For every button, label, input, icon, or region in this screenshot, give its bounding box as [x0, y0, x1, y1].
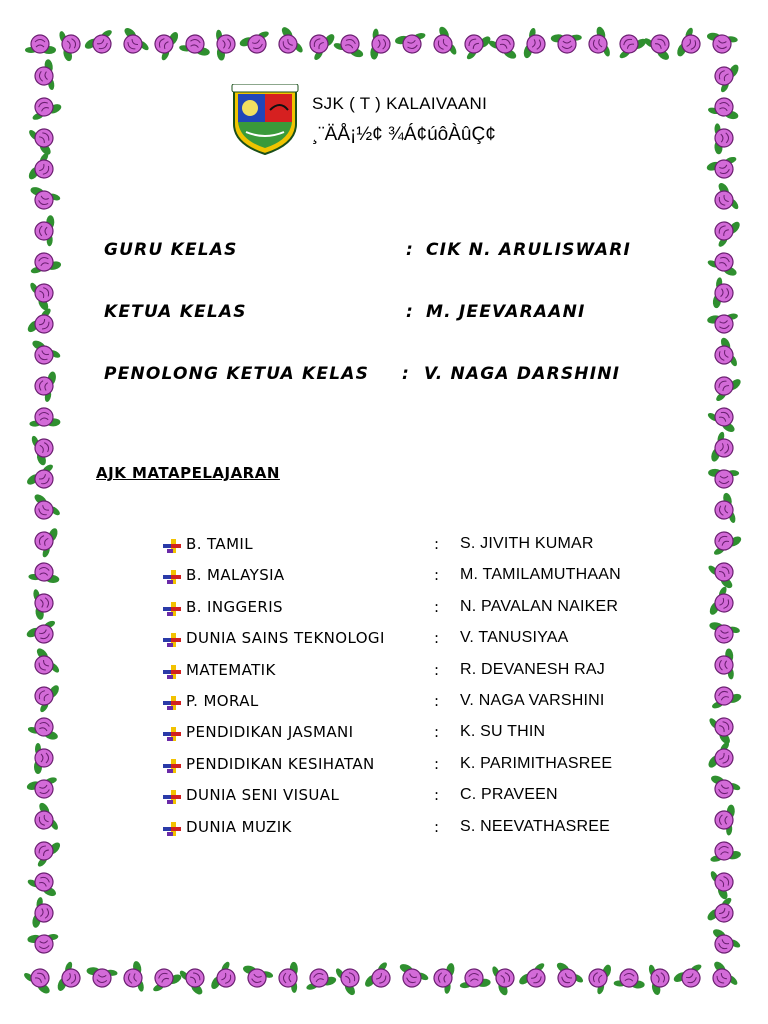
rose-flower-icon	[458, 967, 491, 990]
rose-flower-icon	[394, 31, 428, 56]
subject-label: DUNIA SENI VISUAL	[186, 786, 340, 805]
rose-flower-icon	[707, 95, 741, 120]
hand-pointer-icon	[162, 694, 182, 712]
subject-row	[162, 818, 682, 842]
school-tamil-name: ¸¨ÄÅ¡½¢ ¾Á¢úôÀûÇ¢	[312, 124, 496, 145]
rose-flower-icon	[30, 523, 59, 559]
rose-flower-icon	[25, 618, 61, 649]
rose-flower-icon	[370, 28, 391, 60]
rose-flower-icon	[27, 151, 60, 187]
rose-flower-icon	[705, 32, 738, 55]
rose-flower-icon	[428, 25, 459, 61]
rose-flower-icon	[705, 895, 741, 930]
rose-flower-icon	[712, 277, 735, 310]
student-name: S. NEEVATHASREE	[460, 817, 610, 835]
rose-flower-icon	[333, 961, 366, 997]
rose-flower-icon	[83, 28, 119, 61]
student-name: V. TANUSIYAA	[460, 629, 569, 647]
rose-flower-icon	[303, 26, 337, 62]
rose-flower-icon	[25, 35, 56, 54]
rose-flower-icon	[487, 29, 523, 61]
subject-row	[162, 535, 682, 559]
rose-flower-icon	[708, 585, 739, 621]
hand-pointer-icon	[162, 725, 182, 743]
rose-flower-icon	[25, 462, 61, 496]
subject-row	[162, 786, 682, 810]
rose-flower-icon	[26, 306, 61, 341]
rose-flower-icon	[707, 312, 741, 336]
subject-row	[162, 755, 682, 779]
rose-flower-icon	[706, 401, 742, 434]
subject-label: DUNIA MUZIK	[186, 817, 292, 836]
rose-flower-icon	[642, 27, 678, 61]
rose-flower-icon	[22, 962, 58, 996]
subject-colon: :	[434, 692, 440, 710]
subject-label: DUNIA SAINS TEKNOLOGI	[186, 629, 385, 648]
rose-flower-icon	[56, 960, 85, 996]
subject-label: MATEMATIK	[186, 660, 276, 679]
rose-flower-icon	[432, 961, 456, 995]
subject-label: PENDIDIKAN JASMANI	[186, 723, 354, 742]
rose-flower-icon	[27, 833, 62, 869]
rose-flower-icon	[115, 26, 151, 61]
subject-colon: :	[434, 597, 440, 616]
student-name: V. NAGA VARSHINI	[460, 692, 605, 709]
rose-flower-icon	[584, 26, 612, 61]
rose-flower-icon	[704, 960, 739, 995]
officer-colon: :	[406, 302, 414, 322]
rose-flower-icon	[585, 960, 613, 995]
rose-flower-icon	[28, 561, 61, 583]
rose-flower-icon	[177, 961, 212, 997]
rose-flower-icon	[332, 30, 368, 58]
rose-flower-icon	[28, 276, 60, 312]
rose-flower-icon	[214, 28, 236, 61]
rose-flower-icon	[706, 927, 742, 959]
rose-flower-icon	[33, 59, 56, 92]
rose-flower-icon	[28, 801, 61, 837]
rose-flower-icon	[714, 803, 736, 836]
officer-label: GURU KELAS	[104, 240, 238, 260]
rose-flower-icon	[28, 407, 60, 428]
rose-flower-icon	[714, 648, 736, 681]
rose-flower-icon	[612, 28, 648, 61]
hand-pointer-icon	[162, 631, 182, 649]
subject-label: B. MALAYSIA	[186, 566, 285, 585]
officer-value: CIK N. ARULISWARI	[426, 240, 632, 260]
rose-flower-icon	[549, 961, 585, 994]
rose-flower-icon	[26, 867, 62, 898]
rose-flower-icon	[34, 743, 53, 774]
rose-flower-icon	[57, 27, 84, 62]
rose-flower-icon	[147, 963, 183, 994]
rose-flower-icon	[279, 962, 299, 993]
rose-flower-icon	[271, 25, 305, 61]
rose-flower-icon	[490, 961, 520, 997]
rose-flower-icon	[27, 714, 62, 741]
rose-flower-icon	[32, 587, 56, 621]
rose-flower-icon	[708, 469, 739, 489]
subject-colon: :	[434, 754, 440, 773]
rose-flower-icon	[149, 26, 180, 62]
rose-flower-icon	[517, 961, 553, 995]
subject-colon: :	[434, 535, 440, 553]
rose-flower-icon	[647, 961, 672, 995]
officer-label: PENOLONG KETUA KELAS	[104, 364, 370, 384]
rose-flower-icon	[708, 839, 742, 864]
rose-flower-icon	[675, 26, 705, 62]
hand-pointer-icon	[162, 663, 182, 681]
rose-flower-icon	[27, 646, 62, 682]
officer-value: M. JEEVARAANI	[426, 302, 586, 322]
rose-flower-icon	[707, 181, 740, 217]
rose-flower-icon	[707, 710, 741, 746]
subject-label: P. MORAL	[186, 692, 259, 710]
rose-flower-icon	[706, 155, 741, 183]
rose-flower-icon	[27, 121, 61, 157]
rose-flower-icon	[707, 369, 743, 404]
officer-colon: :	[402, 364, 410, 384]
student-name: K. PARIMITHASREE	[460, 754, 613, 772]
hand-pointer-icon	[162, 568, 182, 586]
rose-flower-icon	[709, 336, 739, 372]
subject-colon: :	[434, 723, 440, 742]
rose-flower-icon	[209, 960, 241, 996]
rose-flower-icon	[31, 896, 55, 930]
subject-label: PENDIDIKAN KESIHATAN	[186, 754, 375, 773]
subject-label: B. INGGERIS	[186, 597, 283, 616]
subject-colon: :	[434, 629, 440, 648]
rose-flower-icon	[28, 678, 61, 714]
rose-flower-icon	[26, 775, 61, 802]
student-name: N. PAVALAN NAIKER	[460, 597, 619, 615]
student-name: R. DEVANESH RAJ	[460, 660, 605, 678]
rose-flower-icon	[457, 26, 492, 61]
rose-flower-icon	[239, 964, 274, 990]
subject-colon: :	[434, 660, 440, 679]
rose-flower-icon	[706, 555, 742, 590]
student-name: S. JIVITH KUMAR	[460, 535, 594, 552]
rose-flower-icon	[709, 58, 741, 94]
rose-flower-icon	[708, 213, 742, 249]
rose-flower-icon	[32, 368, 57, 402]
rose-flower-icon	[672, 962, 708, 994]
rose-flower-icon	[26, 339, 62, 370]
officer-colon: :	[406, 240, 414, 260]
subject-row	[162, 692, 682, 716]
officer-label: KETUA KELAS	[104, 302, 247, 322]
subject-row	[162, 598, 682, 622]
hand-pointer-icon	[162, 820, 182, 838]
rose-flower-icon	[26, 186, 61, 214]
rose-flower-icon	[708, 865, 739, 901]
rose-flower-icon	[710, 431, 737, 466]
school-name: SJK ( T ) KALAIVAANI	[312, 94, 488, 113]
subject-row	[162, 566, 682, 590]
subject-label: B. TAMIL	[186, 535, 254, 553]
subject-row	[162, 629, 682, 653]
rose-flower-icon	[707, 682, 743, 711]
student-name: C. PRAVEEN	[460, 786, 558, 804]
rose-flower-icon	[713, 123, 734, 155]
subject-row	[162, 661, 682, 685]
rose-flower-icon	[34, 215, 54, 247]
school-crest-icon	[228, 84, 302, 156]
rose-flower-icon	[85, 967, 118, 989]
ajk-matapelajaran-title: AJK MATAPELAJARAN	[96, 464, 280, 482]
rose-flower-icon	[706, 740, 740, 776]
rose-flower-icon	[121, 960, 146, 994]
rose-flower-icon	[27, 932, 60, 954]
rose-flower-icon	[238, 29, 274, 58]
hand-pointer-icon	[162, 600, 182, 618]
rose-flower-icon	[551, 33, 583, 53]
rose-flower-icon	[706, 248, 742, 278]
rose-flower-icon	[178, 33, 212, 57]
rose-flower-icon	[26, 492, 62, 526]
student-name: M. TAMILAMUTHAAN	[460, 566, 621, 584]
subject-colon: :	[434, 566, 440, 585]
officer-value: V. NAGA DARSHINI	[424, 364, 621, 384]
student-name: K. SU THIN	[460, 723, 546, 741]
rose-flower-icon	[302, 965, 337, 992]
hand-pointer-icon	[162, 757, 182, 775]
rose-flower-icon	[613, 968, 645, 989]
rose-flower-icon	[711, 492, 737, 527]
rose-flower-icon	[706, 774, 742, 803]
subject-colon: :	[434, 817, 440, 836]
subject-colon: :	[434, 786, 440, 805]
rose-flower-icon	[29, 431, 57, 467]
hand-pointer-icon	[162, 537, 182, 555]
hand-pointer-icon	[162, 788, 182, 806]
rose-flower-icon	[394, 962, 430, 992]
rose-flower-icon	[27, 249, 62, 275]
rose-flower-icon	[522, 27, 548, 62]
rose-flower-icon	[363, 960, 398, 996]
subject-row	[162, 723, 682, 747]
rose-flower-icon	[707, 621, 741, 646]
rose-flower-icon	[707, 525, 743, 557]
rose-flower-icon	[27, 92, 63, 122]
